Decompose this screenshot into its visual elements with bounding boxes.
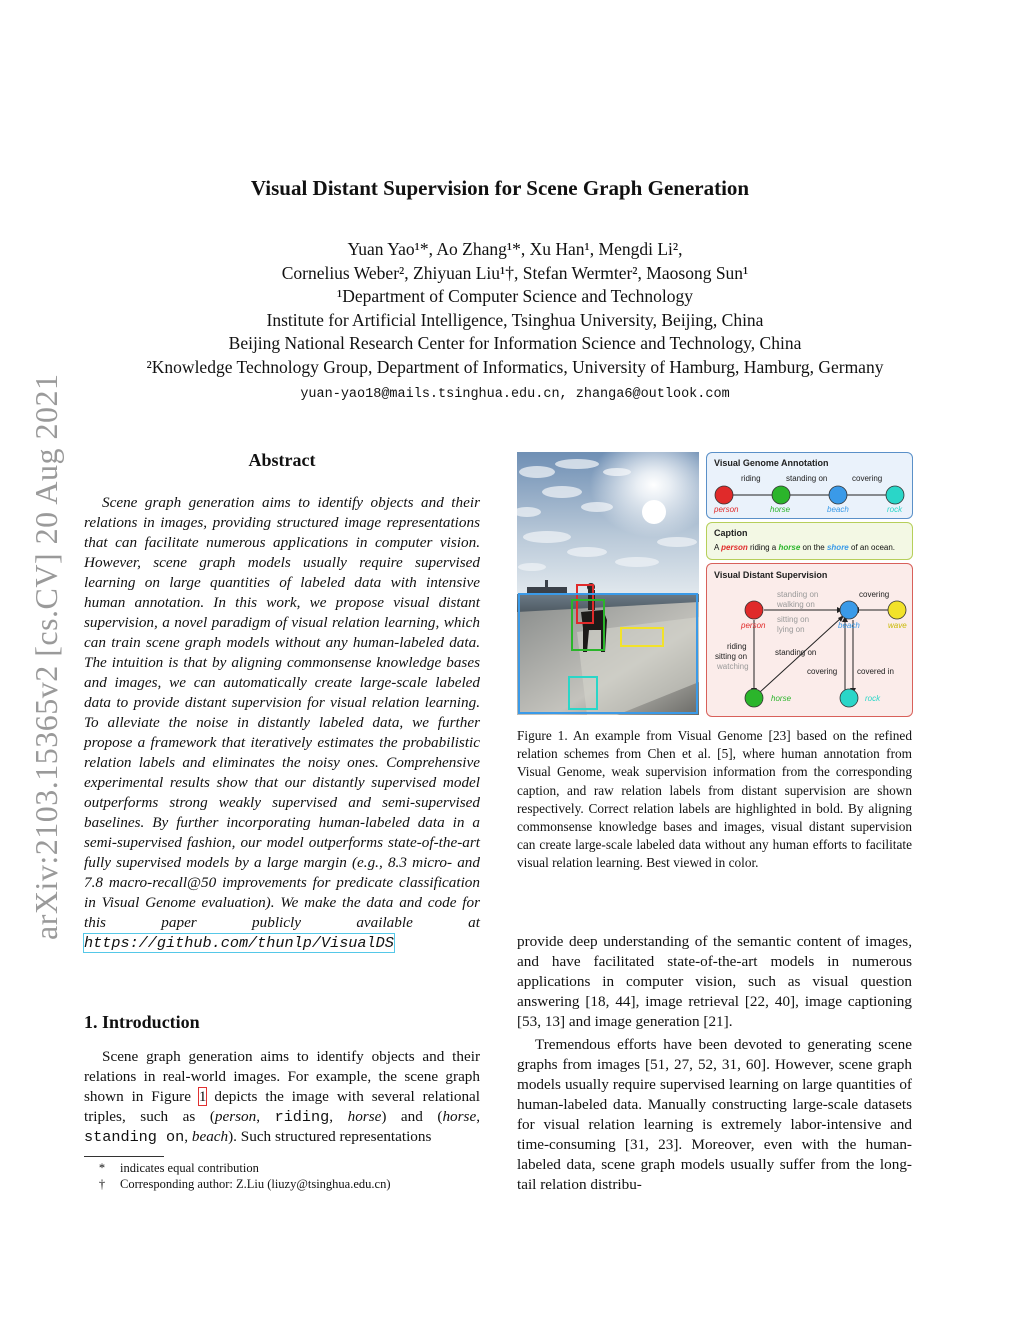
caption-word-horse: horse [778,543,801,552]
vds-rel-riding: riding [727,642,747,651]
abstract-body [84,493,480,953]
author-emails: yuan-yao18@mails.tsinghua.edu.cn, zhanga6@outlook.com [300,387,730,402]
vg-node-beach [829,486,847,504]
triple-predicate-1: riding [274,1108,330,1126]
vds-rel-covering: covering [807,667,838,676]
figure-ref-link[interactable]: 1 [198,1088,207,1105]
intro-text-a: Scene graph generation aims to identify objects and their relations in real-world images. For example, the scene graph shown in Figure [84,1048,480,1105]
vg-label-person: person [714,505,739,514]
vds-rel-covering-top: covering [859,590,890,599]
caption-panel [706,522,913,560]
intro-text-c: ). Such structured representations [228,1128,432,1145]
affiliation-3: Beijing National Research Center for Information Science and Technology, China [228,333,802,353]
vg-annotation-panel [706,452,913,519]
vds-node-beach [840,601,858,619]
vg-rel-riding: riding [741,474,761,483]
vg-panel-title: Visual Genome Annotation [714,458,829,468]
vds-label-beach: beach [838,621,860,630]
vds-rel-watching: watching [717,662,749,671]
footnote-1: indicates equal contribution [120,1161,259,1175]
code-link[interactable]: https://github.com/thunlp/VisualDS [84,934,394,952]
author-block [0,238,1024,379]
vg-label-horse: horse [770,505,791,514]
caption-word-person: person [721,543,748,552]
triple-object-1: horse [347,1108,382,1125]
vds-panel-title: Visual Distant Supervision [714,570,828,580]
vds-node-person [745,601,763,619]
vg-label-beach: beach [827,505,849,514]
authors-line-1: Yuan Yao¹*, Ao Zhang¹*, Xu Han¹, Mengdi Li², [347,239,683,259]
triple-predicate-2: standing on [84,1128,185,1146]
vds-graph [707,564,912,716]
triple-subject-2: horse [442,1108,477,1125]
arxiv-identifier: arXiv:2103.15365v2 [cs.CV] 20 Aug 2021 [28,373,64,940]
right-paragraph-2-text: Tremendous efforts have been devoted to generating scene graphs from images [51, 27, 52, 31, 60]. However, scene graph models usually require supervised learning on large quantities of human-labeled data. Manually constructing large-scale datasets for visual relation learning is extremely labor-intensive and time-consuming [31, 23]. Moreover, even with the human-labeled data, scene graph models usually suffer from the long-tail relation distribu- [517,1036,912,1193]
affiliation-1: ¹Department of Computer Science and Technology [336,286,694,306]
vds-label-horse: horse [771,694,792,703]
right-column-text [517,932,912,1195]
footnotes: * indicates equal contribution † Corresponding author: Z.Liu (liuzy@tsinghua.edu.cn) [98,1161,391,1191]
vg-rel-covering: covering [852,474,883,483]
abstract-text: Scene graph generation aims to identify objects and their relations in images, providing structured image representations that can facilitate numerous applications in computer vision. However, scene graph models usually require supervised learning on large quantities of labeled data with intensive human annotation. In this work, we propose visual distant supervision, a novel paradigm of visual relation learning, which can train scene graph models without any human-labeled data. The intuition is that by aligning commonsense knowledge bases and images, we can automatically create large-scale labeled data to provide distant supervision for visual relation learning. To alleviate the noise in distantly labeled data, we further propose a framework that iteratively estimates the probabilistic relation labels and eliminates the noisy ones. Comprehensive experimental results show that our distantly supervised model outperforms strong weakly supervised and semi-supervised baselines. By further incorporating human-labeled data in a semi-supervised fashion, our model outperforms state-of-the-art fully supervised models by a large margin (e.g., 8.3 micro- and 7.8 macro-recall@50 improvements for predicate classification in Visual Genome evaluation). We make the data and code for this paper publicly available at [84,494,480,931]
affiliation-4: ²Knowledge Technology Group, Department of Informatics, University of Hamburg, Hamburg, Germany [146,356,884,377]
vds-label-person: person [741,621,766,630]
vds-rel-standing-on-gray: standing on [777,590,819,599]
beach-photo-illustration [517,452,699,715]
intro-text-b: depicts the image with several relational triples, such as ( [84,1088,481,1125]
caption-panel-title: Caption [714,528,748,538]
intro-heading: 1. Introduction [84,1012,200,1032]
footnote-rule [84,1156,164,1157]
vg-label-rock: rock [887,505,903,514]
vds-node-wave [888,601,906,619]
intro-paragraph: Scene graph generation aims to identify objects and their relations in real-world images. For example, the scene graph shown in Figure 1 depicts the image with several relational triples, such as (person, riding, horse) and (horse, standing on, beach). Such structured representations [84,1048,481,1146]
vds-panel [706,563,913,717]
figure-caption: Figure 1. An example from Visual Genome [23] based on the refined relation schemes from Chen et al. [5], where human annotation from Visual Genome, weak supervision information from the corresponding caption, and raw relation labels from distant supervision are shown respectively. Correct relation labels are highlighted in bold. By aligning commonsense knowledge bases and images, visual distant supervision can create large-scale labeled data without any human efforts to facilitate visual relation learning. Best viewed in color. [517,728,912,871]
vds-label-rock: rock [865,694,881,703]
footnote-2: Corresponding author: Z.Liu (liuzy@tsinghua.edu.cn) [120,1177,391,1191]
figure-photo [517,452,699,715]
right-paragraph-2 [517,1035,912,1195]
vds-rel-covered-in: covered in [857,667,894,676]
caption-word-shore: shore [826,543,849,552]
vds-label-wave: wave [888,621,907,630]
vg-node-horse [772,486,790,504]
vds-rel-sitting-on-gray: sitting on [777,615,810,624]
abstract-heading: Abstract [248,450,316,470]
vds-rel-walking-on: walking on [777,600,815,609]
caption-panel-text: A person riding a horse on the shore of an ocean. [714,543,896,552]
right-paragraph-1: provide deep understanding of the semantic content of images, and have facilitated state-of-the-art models in numerous applications in computer vision, such as visual question answering [18, 44], image retrieval [22, 40], image captioning [53, 13] and image generation [21]. [517,933,912,1030]
vds-node-rock [840,689,858,707]
vds-rel-lying-on: lying on [777,625,805,634]
vds-node-horse [745,689,763,707]
authors-line-2: Cornelius Weber², Zhiyuan Liu¹†, Stefan Wermter², Maosong Sun¹ [281,262,749,283]
vds-rel-standing-on: standing on [775,648,817,657]
vg-node-rock [886,486,904,504]
vg-node-person [715,486,733,504]
triple-object-2: beach [191,1128,229,1145]
intro-text-and: ) and ( [381,1108,443,1125]
triple-subject-1: person [214,1108,257,1125]
vg-rel-standing-on: standing on [786,474,828,483]
vds-rel-sitting-on: sitting on [715,652,748,661]
paper-title: Visual Distant Supervision for Scene Graph Generation [250,176,750,200]
affiliation-2: Institute for Artificial Intelligence, Tsinghua University, Beijing, China [266,309,764,330]
